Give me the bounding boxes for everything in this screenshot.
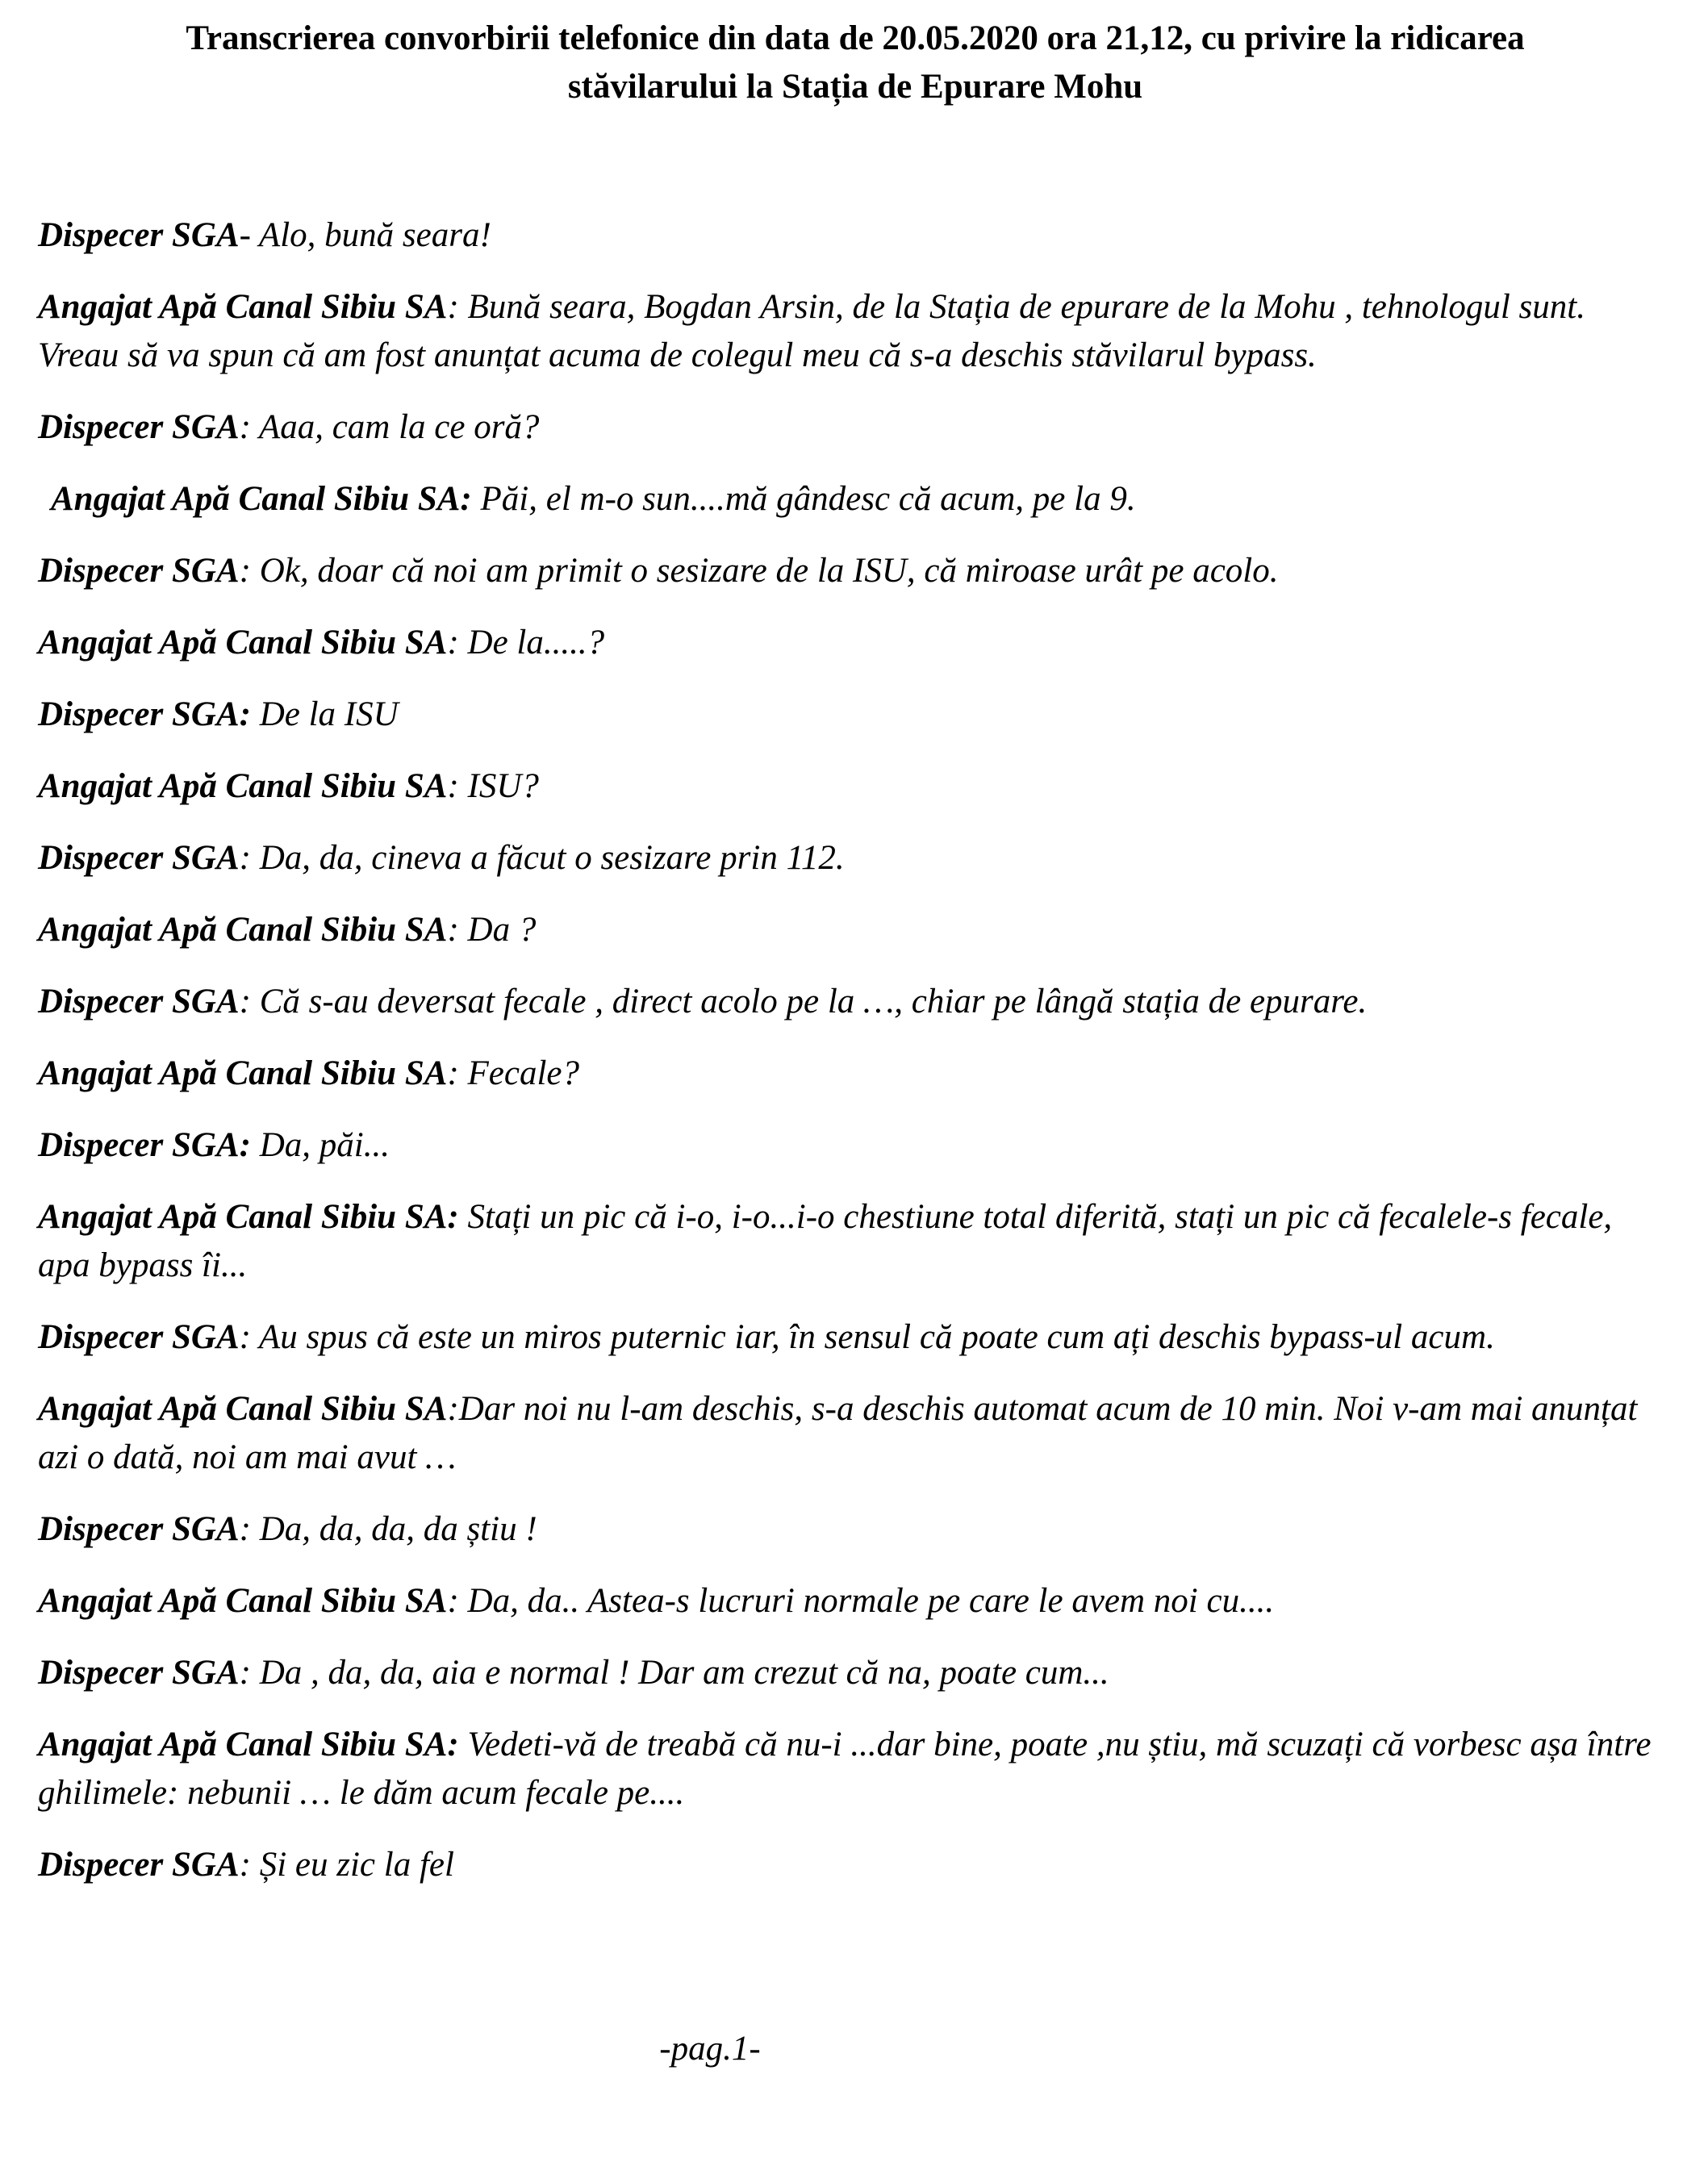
speaker-separator <box>459 1198 468 1236</box>
dialogue-turn <box>38 691 1668 739</box>
dialogue-turn <box>38 906 1668 954</box>
speaker-name: Dispecer SGA <box>38 216 240 254</box>
dialogue-turn <box>38 1193 1668 1290</box>
dialogue-turn <box>38 1313 1668 1362</box>
dialogue-turn <box>38 1385 1668 1482</box>
speaker-name: Angajat Apă Canal Sibiu SA: <box>51 480 472 518</box>
speaker-name: Angajat Apă Canal Sibiu SA <box>38 1054 448 1092</box>
speaker-name: Angajat Apă Canal Sibiu SA: <box>38 1198 459 1236</box>
speaker-separator: : <box>239 552 260 590</box>
dialogue-turn <box>38 619 1668 667</box>
speaker-separator: : <box>447 1582 468 1620</box>
speaker-separator: : <box>239 408 259 446</box>
speaker-name: Angajat Apă Canal Sibiu SA <box>38 288 448 326</box>
speaker-name: Angajat Apă Canal Sibiu SA <box>38 911 448 949</box>
turn-text: Da ? <box>467 911 537 949</box>
speaker-separator: : <box>239 1654 260 1692</box>
speaker-name: Angajat Apă Canal Sibiu SA <box>38 1390 448 1428</box>
speaker-name: Angajat Apă Canal Sibiu SA <box>38 1582 448 1620</box>
turn-text: De la.....? <box>467 624 605 662</box>
dialogue-turn <box>38 283 1668 380</box>
speaker-separator <box>472 480 481 518</box>
turn-text: Da, da, da, da știu ! <box>259 1510 537 1548</box>
speaker-separator: : <box>447 288 468 326</box>
turn-text: Aaa, cam la ce oră? <box>258 408 540 446</box>
dialogue-turn <box>38 1121 1668 1170</box>
speaker-name: Dispecer SGA <box>38 839 240 877</box>
turn-text: Da , da, da, aia e normal ! Dar am crezut că na, poate cum... <box>259 1654 1109 1692</box>
speaker-name: Dispecer SGA: <box>38 1126 251 1164</box>
speaker-separator: : <box>447 767 468 805</box>
speaker-separator: : <box>239 983 260 1020</box>
dialogue-turn <box>38 834 1668 883</box>
turn-text: Alo, bună seara! <box>258 216 491 254</box>
speaker-separator: : <box>447 911 468 949</box>
turn-text: Și eu zic la fel <box>259 1846 454 1884</box>
speaker-separator: : <box>239 1846 260 1884</box>
speaker-separator: - <box>239 216 259 254</box>
transcript-dialogue <box>38 211 1668 1913</box>
dialogue-turn <box>38 403 1668 452</box>
dialogue-turn <box>38 1050 1668 1098</box>
turn-text: Dar noi nu l-am deschis, s-a deschis automat acum de 10 min. Noi v-am mai anunțat azi o dată, noi am mai avut … <box>38 1390 1638 1476</box>
speaker-separator: : <box>447 1054 468 1092</box>
speaker-name: Dispecer SGA <box>38 408 240 446</box>
speaker-name: Angajat Apă Canal Sibiu SA <box>38 767 448 805</box>
title-line-2: stăvilarului la Stația de Epurare Mohu <box>567 68 1143 106</box>
dialogue-turn <box>38 211 1668 260</box>
turn-text: Au spus că este un miros puternic iar, în sensul că poate cum ați deschis bypass-ul acum. <box>258 1318 1495 1356</box>
turn-text: Da, da.. Astea-s lucruri normale pe care le avem noi cu.... <box>467 1582 1275 1620</box>
speaker-name: Dispecer SGA: <box>38 695 251 733</box>
dialogue-turn <box>38 1721 1668 1818</box>
speaker-separator <box>251 1126 260 1164</box>
title-line-1: Transcrierea convorbirii telefonice din data de 20.05.2020 ora 21,12, cu privire la ridicarea <box>186 19 1525 57</box>
dialogue-turn <box>38 547 1668 595</box>
turn-text: Fecale? <box>467 1054 579 1092</box>
dialogue-turn <box>38 1649 1668 1697</box>
dialogue-turn <box>38 762 1668 811</box>
speaker-name: Dispecer SGA <box>38 552 240 590</box>
speaker-separator: : <box>447 624 468 662</box>
turn-text: Stați un pic că i-o, i-o...i-o chestiune total diferită, stați un pic că fecalele-s fecale, apa bypass îi... <box>38 1198 1613 1284</box>
dialogue-turn <box>38 1577 1668 1626</box>
speaker-name: Dispecer SGA <box>38 1654 240 1692</box>
turn-text: ISU? <box>467 767 539 805</box>
turn-text: Ok, doar că noi am primit o sesizare de la ISU, că miroase urât pe acolo. <box>259 552 1279 590</box>
speaker-name: Dispecer SGA <box>38 1846 240 1884</box>
turn-text: Da, păi... <box>259 1126 390 1164</box>
speaker-separator: : <box>447 1390 459 1428</box>
page-number: -pag.1- <box>659 2030 761 2068</box>
speaker-separator: : <box>239 1510 260 1548</box>
document-title <box>32 15 1678 111</box>
turn-text: Bună seara, Bogdan Arsin, de la Stația de epurare de la Mohu , tehnologul sunt. Vreau să va spun că am fost anunțat acuma de colegul meu că s-a deschis stăvilarul bypass. <box>38 288 1585 374</box>
turn-text: De la ISU <box>259 695 399 733</box>
speaker-separator: : <box>239 839 260 877</box>
speaker-separator <box>459 1726 468 1763</box>
speaker-name: Dispecer SGA <box>38 1318 240 1356</box>
dialogue-turn <box>38 475 1668 524</box>
turn-text: Da, da, cineva a făcut o sesizare prin 112. <box>259 839 845 877</box>
speaker-name: Angajat Apă Canal Sibiu SA <box>38 624 448 662</box>
speaker-name: Angajat Apă Canal Sibiu SA: <box>38 1726 459 1763</box>
dialogue-turn <box>38 1505 1668 1554</box>
speaker-name: Dispecer SGA <box>38 983 240 1020</box>
turn-text: Că s-au deversat fecale , direct acolo pe la …, chiar pe lângă stația de epurare. <box>259 983 1368 1020</box>
speaker-name: Dispecer SGA <box>38 1510 240 1548</box>
speaker-separator: : <box>239 1318 259 1356</box>
speaker-separator <box>251 695 260 733</box>
turn-text: Păi, el m-o sun....mă gândesc că acum, pe la 9. <box>480 480 1136 518</box>
dialogue-turn <box>38 1841 1668 1889</box>
turn-text: Vedeti-vă de treabă că nu-i ...dar bine, poate ,nu știu, mă scuzați că vorbesc așa între ghilimele: nebunii … le dăm acum fecale pe.... <box>38 1726 1652 1812</box>
dialogue-turn <box>38 978 1668 1026</box>
